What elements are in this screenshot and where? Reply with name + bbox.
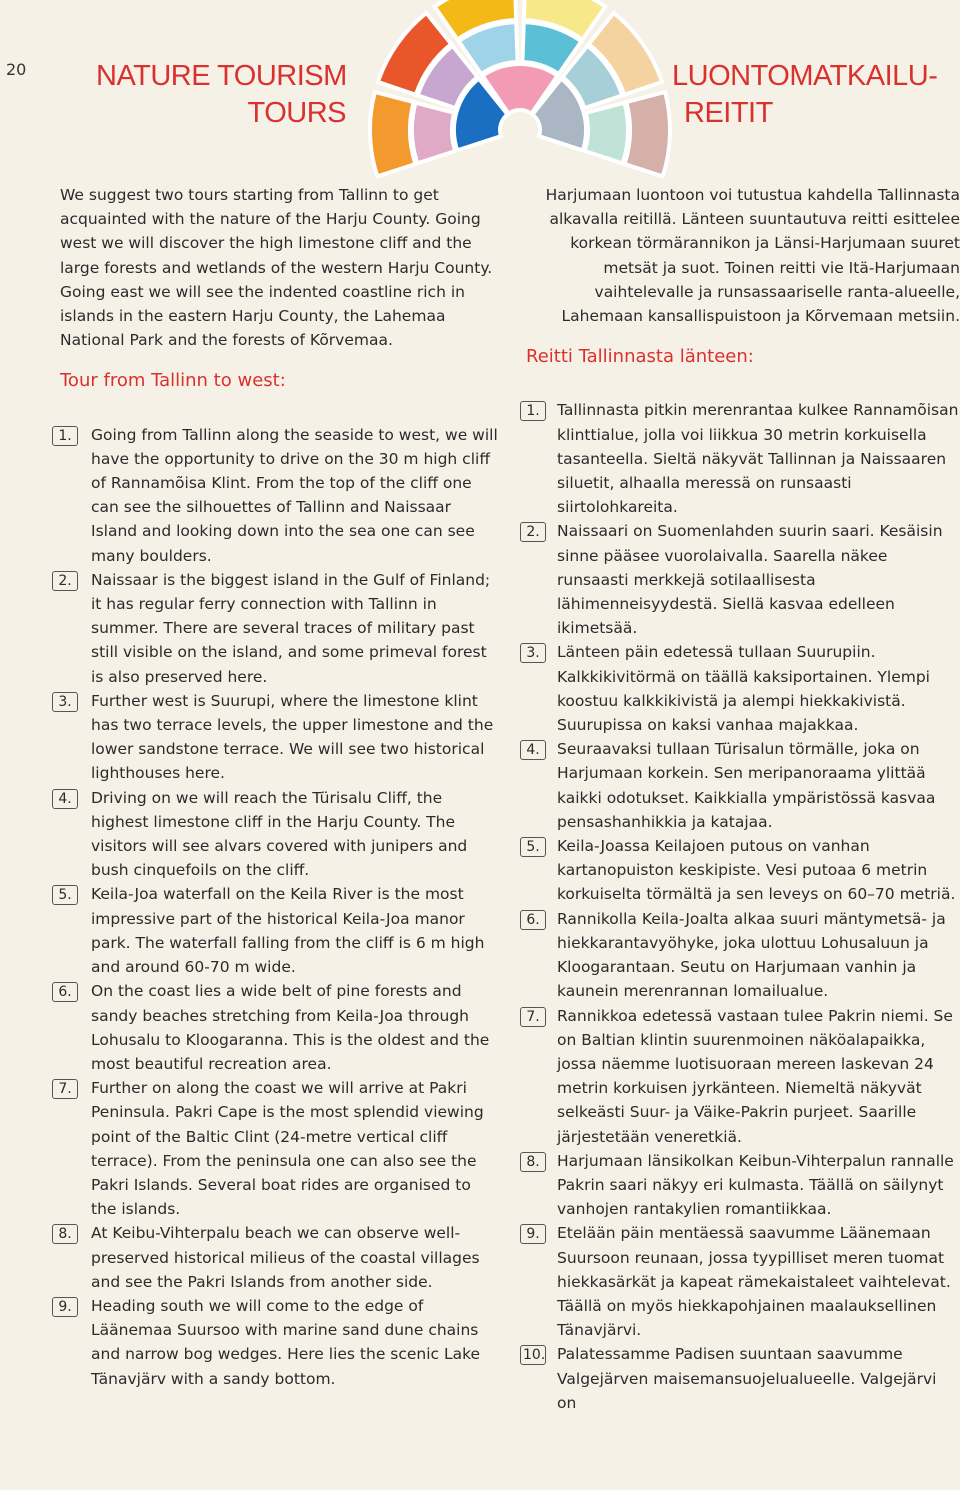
list-item [60, 1221, 500, 1294]
tour-list-fi [523, 398, 960, 1415]
title-fi-line-1: LUONTOMATKAILU- [672, 60, 938, 92]
list-item [60, 882, 500, 979]
item-number-badge: 1. [520, 401, 546, 421]
finnish-column [523, 183, 960, 1415]
item-text: Driving on we will reach the Türisalu Cliff, the highest limestone cliff in the Harju County. The visitors will see alvars covered with junipers and bush cinquefoils on the cliff. [91, 788, 468, 880]
list-item [60, 1294, 500, 1391]
item-number-badge: 10. [520, 1345, 546, 1365]
item-number-badge: 4. [520, 740, 546, 760]
list-item [526, 907, 960, 1004]
tour-list-en [60, 423, 500, 1391]
list-item [60, 979, 500, 1076]
page-title-en [96, 58, 346, 132]
list-item [526, 1004, 960, 1149]
list-item [526, 1149, 960, 1222]
list-item [60, 689, 500, 786]
title-en-line-1: NATURE TOURISM [96, 60, 347, 92]
item-number-badge: 3. [520, 643, 546, 663]
deco-cell [370, 92, 415, 176]
page-title-fi [672, 58, 952, 132]
item-number-badge: 5. [520, 837, 546, 857]
item-number-badge: 9. [520, 1224, 546, 1244]
list-item [526, 834, 960, 907]
item-text: Seuraavaksi tullaan Türisalun törmälle, joka on Harjumaan korkein. Sen meripanoraama ylittää kaikki odotukset. Kaikkialla ympäristössä kasvaa pensashanhikkia ja katajaa. [557, 740, 936, 831]
item-number-badge: 4. [52, 789, 78, 809]
list-item [526, 640, 960, 737]
title-fi-line-2: REITIT [684, 97, 773, 129]
item-text: Going from Tallinn along the seaside to west, we will have the opportunity to drive on the 30 m high cliff of Rannamõisa Klint. From the top of the cliff one can see the silhouettes of Tallinn and Naissaar Island and looking down into the sea one can see many boulders. [91, 425, 498, 565]
list-item [526, 519, 960, 640]
item-text: Keila-Joassa Keilajoen putous on vanhan kartanopuiston keskipiste. Vesi putoaa 6 metrin korkuiselta törmältä ja sen leveys on 60–70 metriä. [557, 837, 956, 904]
intro-text-en: We suggest two tours starting from Tallinn to get acquainted with the nature of the Harju County. Going west we will discover the high limestone cliff and the large forests and wetlands of the western Harju County. Going east we will see the indented coastline rich in islands in the eastern Harju County, the Lahemaa National Park and the forests of Kõrvemaa. [60, 186, 493, 350]
item-number-badge: 9. [52, 1297, 78, 1317]
item-text: Keila-Joa waterfall on the Keila River is the most impressive part of the historical Keila-Joa manor park. The waterfall falling from the cliff is 6 m high and around 60-70 m wide. [91, 885, 485, 977]
item-text: Länteen päin edetessä tullaan Suurupiin. Kalkkikivitörmä on täällä kaksiportainen. Ylempi koostuu kalkkikivistä ja alempi hiekkakivistä. Suurupissa on kaksi vanhaa majakkaa. [557, 643, 930, 735]
list-item [526, 398, 960, 519]
item-number-badge: 7. [520, 1007, 546, 1027]
list-item [60, 1076, 500, 1221]
intro-text-fi: Harjumaan luontoon voi tutustua kahdella Tallinnasta alkavalla reitillä. Länteen suuntautuva reitti esittelee korkean törmärannikon ja Länsi-Harjumaan suuret metsät ja suot. Toinen reitti vie Itä-Harjumaan vaihtelevalle ja runsassaariselle ranta-alueelle, Lahemaan kansallispuistoon ja Kõrvemaan metsiin. [545, 186, 960, 326]
item-text: Rannikolla Keila-Joalta alkaa suuri mäntymetsä- ja hiekkarantavyöhyke, joka ulottuu Lohusaluun ja Kloogarantaan. Seutu on Harjumaan vanhin ja kaunein merenrannan lomailualue. [557, 909, 946, 1001]
item-number-badge: 2. [520, 522, 546, 542]
item-number-badge: 8. [52, 1224, 78, 1244]
list-item [60, 786, 500, 883]
item-text: Harjumaan länsikolkan Keibun-Vihterpalun rannalle Pakrin saari näkyy eri kulmasta. Täällä on säilynyt vanhojen rantakylien romantiikkaa. [557, 1151, 954, 1219]
item-text: Palatessamme Padisen suuntaan saavumme Valgejärven maisemansuojelualueelle. Valgejärvi on [557, 1345, 937, 1412]
list-item [526, 737, 960, 834]
item-text: Etelään päin mentäessä saavumme Läänemaan Suursoon reunaan, jossa tyypilliset meren tuomat hiekkasärkät ja kapeat rämekaistaleet vaihtelevat. Täällä on myös hiekkapohjainen maalauksellinen Tänavjärvi. [557, 1224, 951, 1340]
list-item [523, 1342, 960, 1415]
item-number-badge: 1. [52, 426, 78, 446]
item-text: Naissaari on Suomenlahden suurin saari. Kesäisin sinne pääsee vuorolaivalla. Saarella näkee runsaasti merkkejä sotilaallisesta lähimenneisyydestä. Siellä kasvaa edelleen ikimetsää. [557, 522, 943, 638]
english-column [60, 183, 500, 1391]
item-text: Further on along the coast we will arrive at Pakri Peninsula. Pakri Cape is the most splendid viewing point of the Baltic Clint (24-metre vertical cliff terrace). From the peninsula one can also see the Pakri Islands. Several boat rides are organised to the islands. [91, 1079, 484, 1219]
list-item [60, 423, 500, 568]
item-number-badge: 3. [52, 692, 78, 712]
item-text: Rannikkoa edetessä vastaan tulee Pakrin niemi. Se on Baltian klintin suurenmoinen näköalapaikka, jossa näemme luotisuoraan mereen laskevan 24 metrin korkuisen jyrkänteen. Niemeltä näkyvät selkeästi Suur- ja Väike-Pakrin purjeet. Saarille järjestetään veneretkiä. [557, 1006, 953, 1146]
title-en-line-2: TOURS [247, 97, 346, 129]
list-item [60, 568, 500, 689]
tour-heading-fi: Reitti Tallinnasta länteen: [526, 346, 754, 368]
item-number-badge: 5. [52, 885, 78, 905]
item-number-badge: 8. [520, 1152, 546, 1172]
item-text: Naissaar is the biggest island in the Gulf of Finland; it has regular ferry connection with Tallinn in summer. There are several traces of military past still visible on the island, and some primeval forest is also preserved here. [91, 570, 491, 686]
list-item [526, 1221, 960, 1342]
item-number-badge: 6. [520, 910, 546, 930]
tour-heading-en: Tour from Tallinn to west: [60, 370, 286, 392]
deco-cell [585, 103, 628, 164]
item-number-badge: 6. [52, 982, 78, 1002]
item-text: At Keibu-Vihterpalu beach we can observe well-preserved historical milieus of the coastal villages and see the Pakri Islands from another side. [91, 1224, 480, 1291]
item-text: Heading south we will come to the edge of Läänemaa Suursoo with marine sand dune chains and narrow bog wedges. Here lies the scenic Lake Tänavjärv with a sandy bottom. [91, 1296, 481, 1388]
item-number-badge: 2. [52, 571, 78, 591]
deco-cell [625, 92, 670, 176]
deco-cell [412, 103, 455, 164]
item-text: Further west is Suurupi, where the limestone klint has two terrace levels, the upper limestone and the lower sandstone terrace. We will see two historical lighthouses here. [91, 691, 494, 783]
item-text: Tallinnasta pitkin merenrantaa kulkee Rannamõisan klinttialue, jolla voi liikkua 30 metrin korkuisella tasanteella. Sieltä näkyvät Tallinnan ja Naissaaren siluetit, alhaalla meressä on runsaasti siirtolohkareita. [557, 401, 959, 517]
item-number-badge: 7. [52, 1079, 78, 1099]
item-text: On the coast lies a wide belt of pine forests and sandy beaches stretching from Keila-Joa through Lohusalu to Kloogaranna. This is the oldest and the most beautiful recreation area. [91, 982, 490, 1073]
page-number: 20 [6, 60, 27, 79]
